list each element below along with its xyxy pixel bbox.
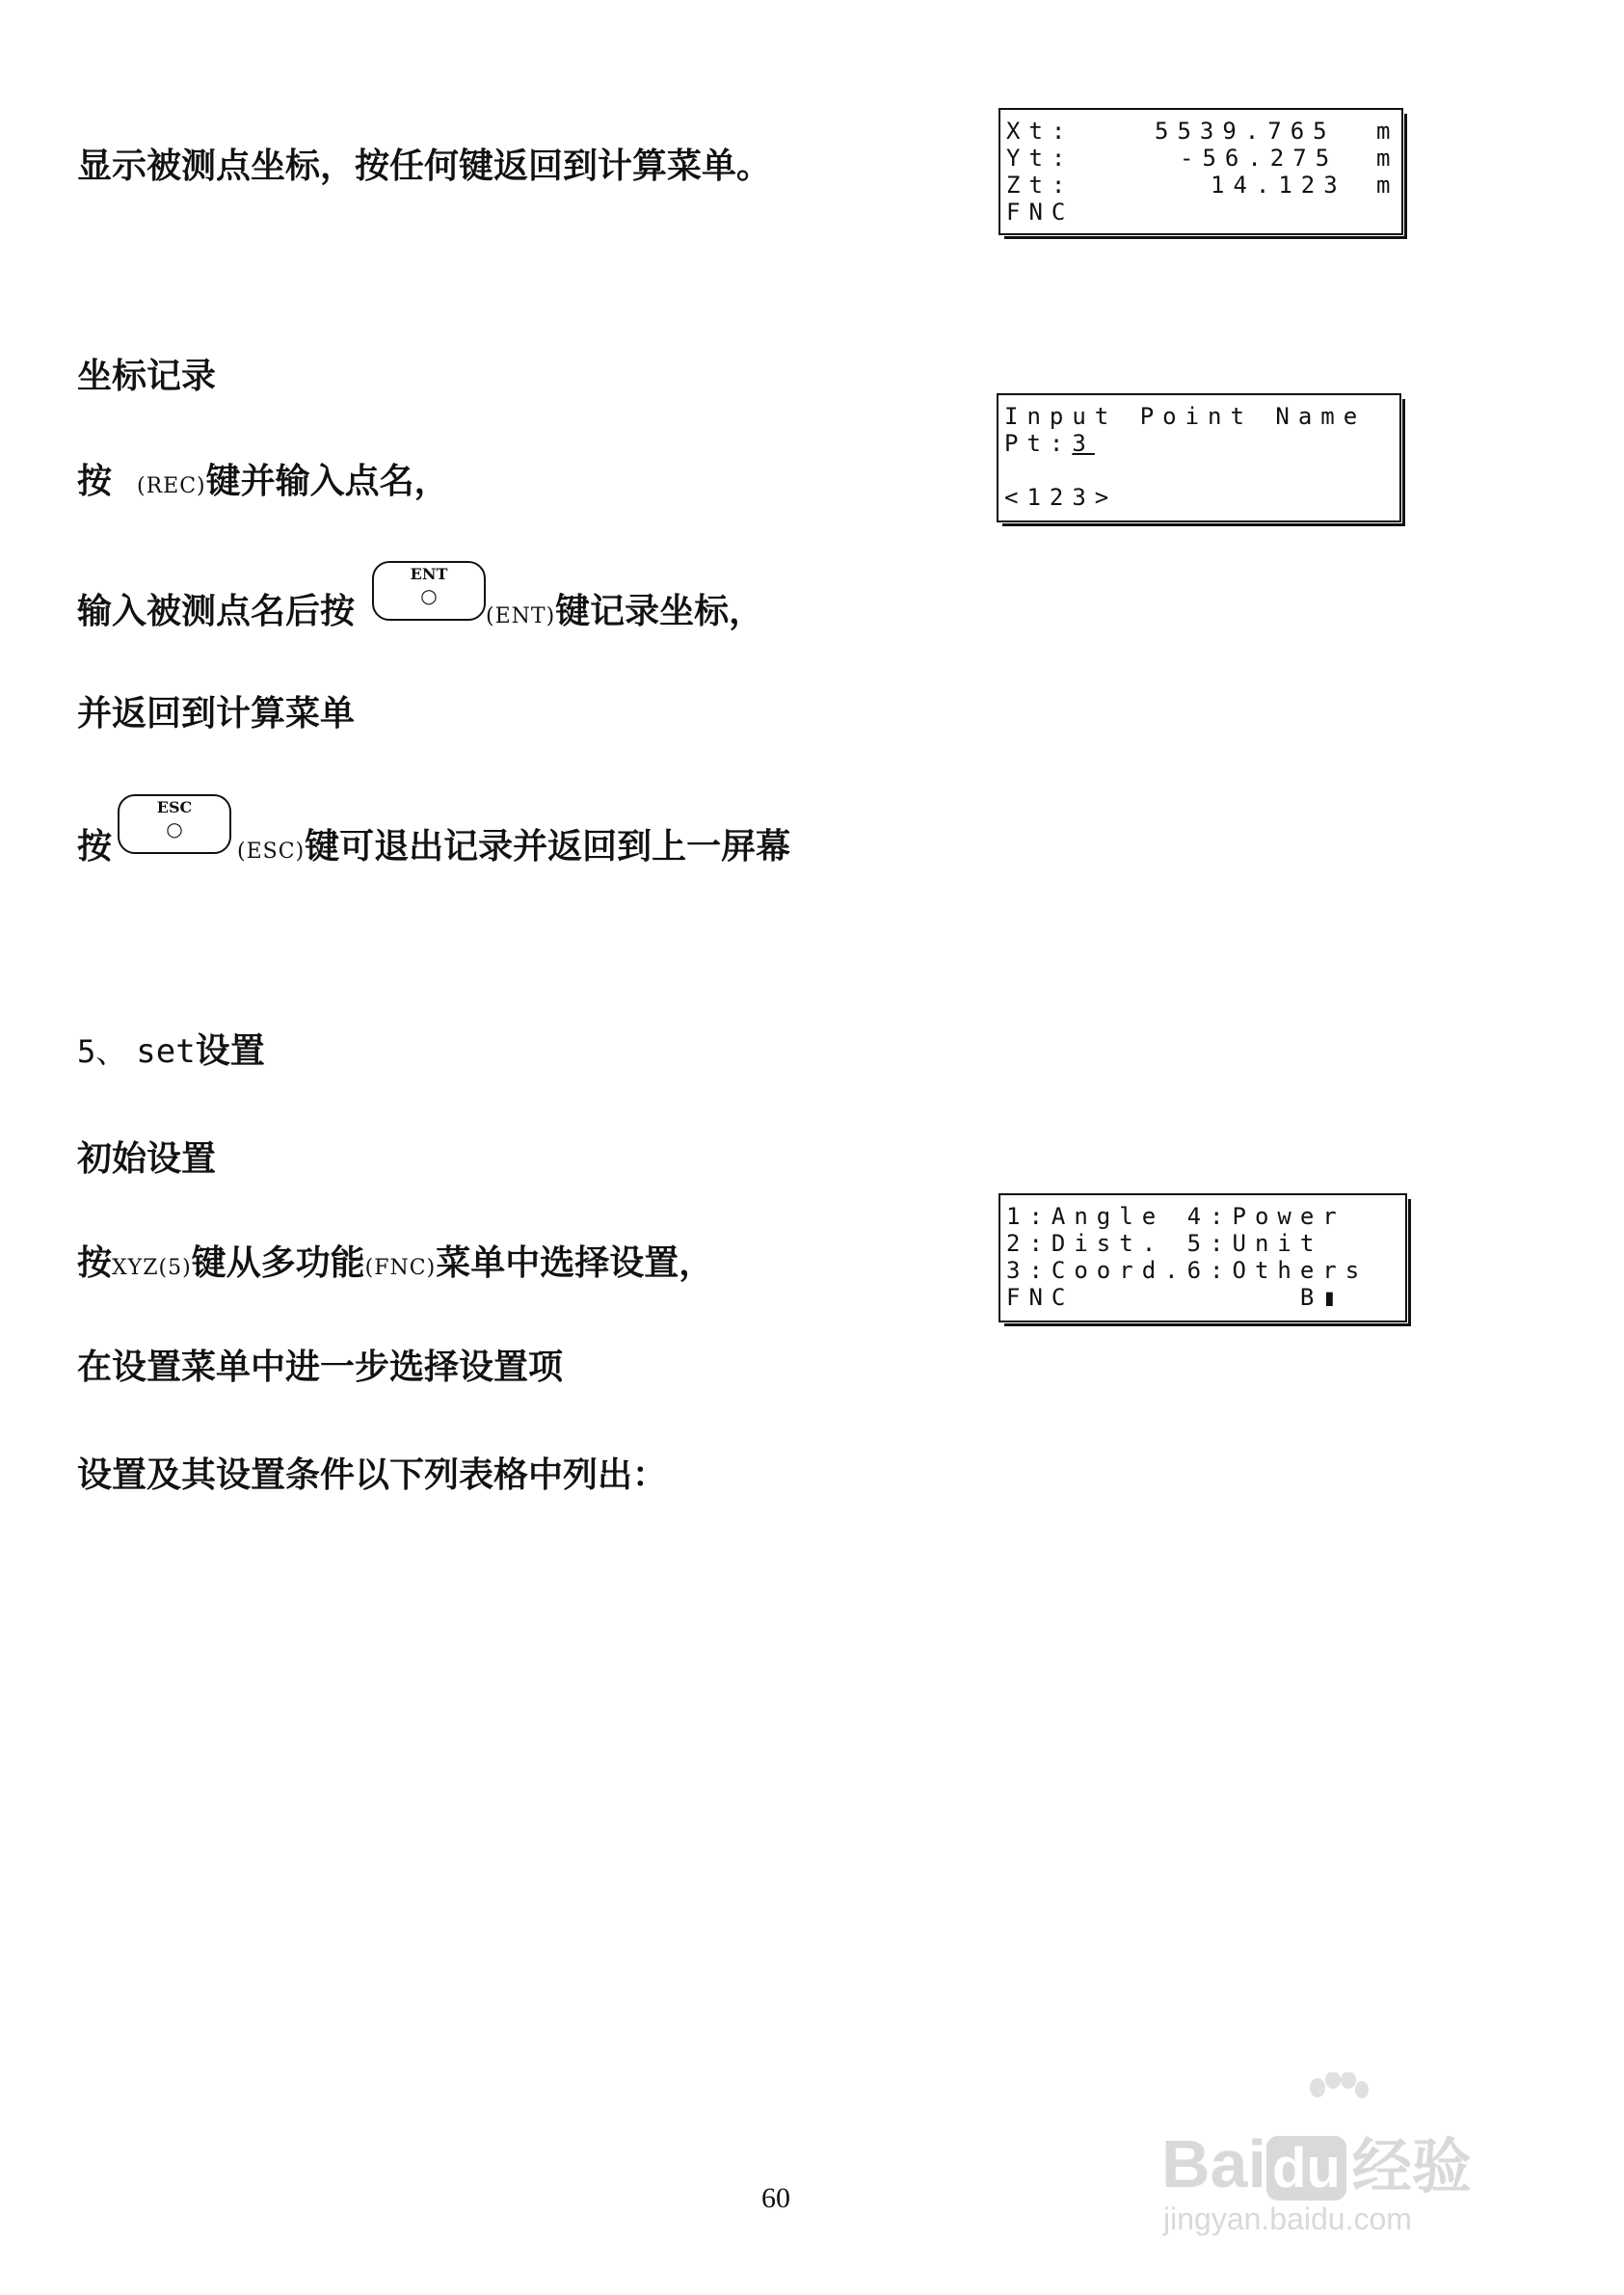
settings-submenu-line: 在设置菜单中进一步选择设置项 <box>77 1347 564 1387</box>
watermark-brand: Bai du 经验 <box>1161 2126 1472 2202</box>
coord-record-heading: 坐标记录 <box>77 356 217 396</box>
set-section-heading: 5、 set设置 <box>77 1030 265 1071</box>
lcd-input-row-pt: Pt:3 <box>1004 430 1095 457</box>
initial-settings-heading: 初始设置 <box>77 1138 217 1179</box>
lcd-input-row-empty <box>1004 457 1394 484</box>
rec-instruction-line: 按 (REC)键并输入点名， <box>77 461 449 501</box>
baidu-jingyan-watermark <box>1161 2072 1547 2246</box>
settings-table-intro-line: 设置及其设置条件以下列表格中列出： <box>77 1454 668 1495</box>
lcd-coords-row-x: Xt: 5539.765 m <box>1006 118 1399 145</box>
ent-instruction-line: 输入被测点名后按 (ENT)键记录坐标， <box>77 591 764 631</box>
lcd-input-row-mode: <123> <box>1004 484 1118 511</box>
lcd-coords-screen <box>998 108 1403 235</box>
watermark-url: jingyan.baidu.com <box>1163 2202 1412 2236</box>
lcd-input-screen <box>997 393 1401 522</box>
ent-key-icon: ENT ○ <box>372 561 486 621</box>
lcd-menu-row-1: 1:Angle 4:Power <box>1006 1203 1345 1230</box>
lcd-coords-row-fnc: FNC <box>1006 199 1075 226</box>
lcd-coords-row-y: Yt: -56.275 m <box>1006 145 1399 172</box>
lcd-settings-menu-screen <box>998 1193 1407 1322</box>
lcd-menu-row-3: 3:Coord.6:Others <box>1006 1257 1369 1284</box>
lcd-input-row-title: Input Point Name <box>1004 403 1367 430</box>
return-calc-menu-line: 并返回到计算菜单 <box>77 693 356 734</box>
lcd-coords-row-z: Zt: 14.123 m <box>1006 172 1399 199</box>
coords-display-text: 显示被测点坐标，按任何键返回到计算菜单。 <box>77 146 772 186</box>
page-number: 60 <box>761 2182 790 2214</box>
esc-key-icon: ESC ○ <box>118 794 231 854</box>
lcd-menu-row-fnc: FNC B▮ <box>1006 1284 1345 1311</box>
lcd-menu-row-2: 2:Dist. 5:Unit <box>1006 1230 1323 1257</box>
esc-instruction-line: 按 (ESC)键可退出记录并返回到上一屏幕 <box>77 826 791 867</box>
select-settings-line: 按XYZ(5)键从多功能(FNC)菜单中选择设置， <box>77 1242 714 1283</box>
